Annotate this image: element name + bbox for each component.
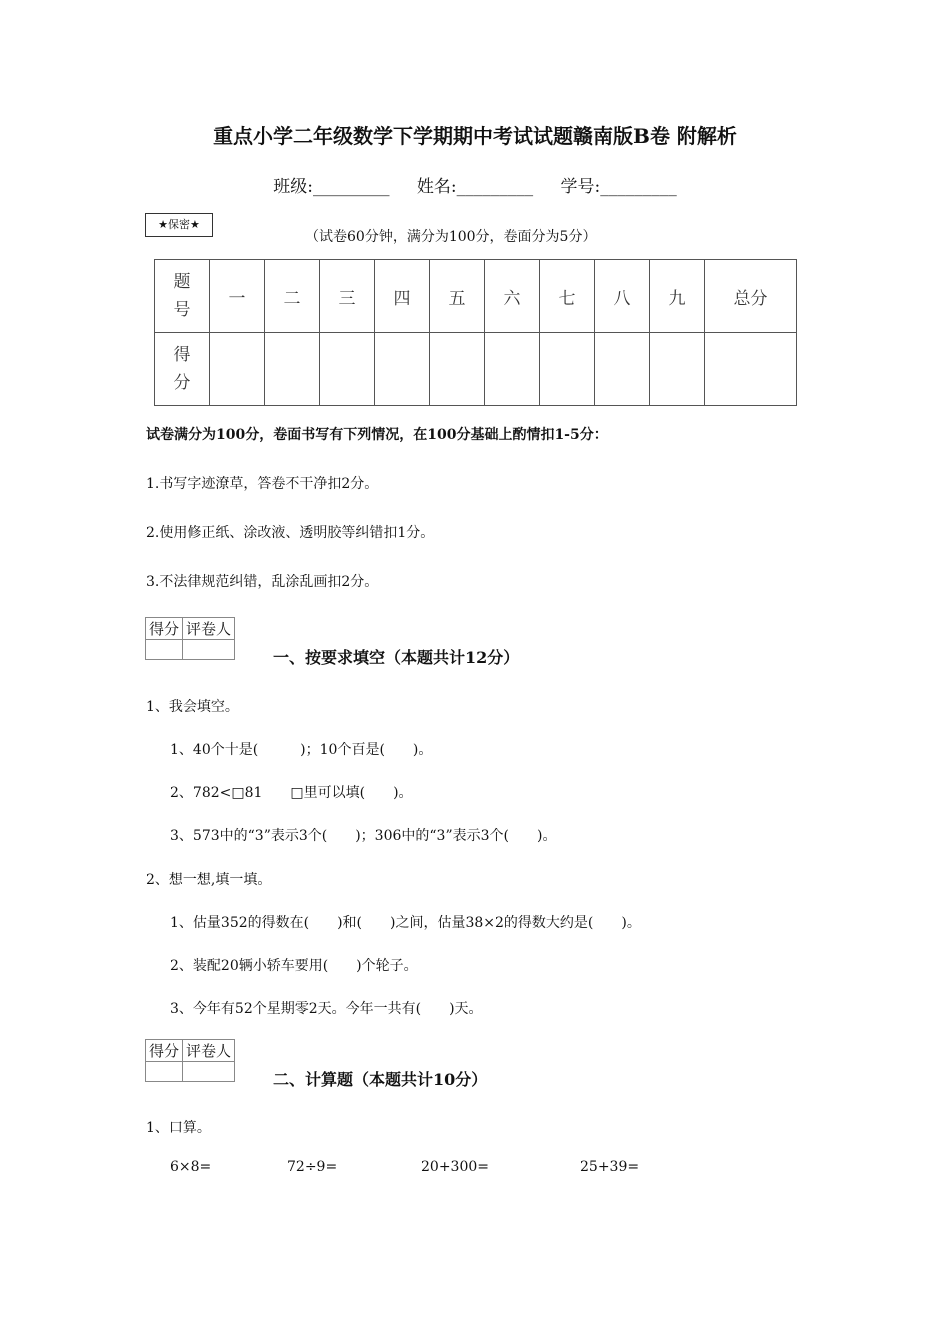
student-info <box>0 172 950 197</box>
score-cell[interactable] <box>375 333 430 406</box>
calc-item: 72÷9= <box>287 1159 338 1175</box>
column-header: 一 <box>210 260 265 333</box>
sub-question: 3、573中的“3”表示3个( )；306中的“3”表示3个( )。 <box>170 828 557 844</box>
sub-question: 1、估量352的得数在( )和( )之间，估量38×2的得数大约是( )。 <box>170 915 641 931</box>
column-header: 三 <box>320 260 375 333</box>
confidential-badge: ★保密★ <box>145 213 213 237</box>
table-row <box>155 260 797 333</box>
column-header: 八 <box>595 260 650 333</box>
score-cell[interactable] <box>540 333 595 406</box>
grader-name-label: 评卷人 <box>183 1040 235 1062</box>
column-header: 四 <box>375 260 430 333</box>
score-cell[interactable] <box>485 333 540 406</box>
exam-note: （试卷60分钟，满分为100分，卷面分为5分） <box>305 229 597 245</box>
rule-item: 1.书写字迹潦草，答卷不干净扣2分。 <box>146 476 379 492</box>
sub-question: 1、40个十是( )；10个百是( )。 <box>170 742 433 758</box>
rule-item: 2.使用修正纸、涂改液、透明胶等纠错扣1分。 <box>146 525 435 541</box>
column-header-total: 总分 <box>705 260 797 333</box>
sub-question: 2、782<□81 □里可以填( )。 <box>170 785 413 801</box>
grader-name-cell[interactable] <box>183 1062 235 1082</box>
column-header: 七 <box>540 260 595 333</box>
student-id-field[interactable]: 学号:_________ <box>560 177 677 197</box>
score-cell[interactable] <box>265 333 320 406</box>
column-header: 二 <box>265 260 320 333</box>
row-header-score: 得分 <box>155 333 210 406</box>
question-label: 2、想一想,填一填。 <box>146 872 272 888</box>
score-cell[interactable] <box>320 333 375 406</box>
calc-item: 6×8= <box>170 1159 212 1175</box>
rules-heading: 试卷满分为100分，卷面书写有下列情况，在100分基础上酌情扣1-5分： <box>146 427 608 443</box>
calc-item: 20+300= <box>421 1159 489 1175</box>
grader-score-cell[interactable] <box>146 1062 183 1082</box>
score-cell[interactable] <box>210 333 265 406</box>
score-cell[interactable] <box>430 333 485 406</box>
sub-question: 2、装配20辆小轿车要用( )个轮子。 <box>170 958 418 974</box>
column-header: 九 <box>650 260 705 333</box>
score-cell[interactable] <box>595 333 650 406</box>
row-header-question: 题号 <box>155 260 210 333</box>
question-label: 1、我会填空。 <box>146 699 239 715</box>
grader-name-label: 评卷人 <box>183 618 235 640</box>
grader-score-label: 得分 <box>146 618 183 640</box>
calc-item: 25+39= <box>580 1159 640 1175</box>
score-cell[interactable] <box>705 333 797 406</box>
grader-box <box>145 1039 235 1082</box>
column-header: 五 <box>430 260 485 333</box>
sub-question: 3、今年有52个星期零2天。今年一共有( )天。 <box>170 1001 483 1017</box>
grader-box <box>145 617 235 660</box>
section-2-title: 二、计算题（本题共计10分） <box>273 1070 488 1089</box>
grader-score-cell[interactable] <box>146 640 183 660</box>
grader-score-label: 得分 <box>146 1040 183 1062</box>
class-field[interactable]: 班级:_________ <box>273 177 390 197</box>
table-row <box>155 333 797 406</box>
page-title: 重点小学二年级数学下学期期中考试试题赣南版B卷 附解析 <box>213 124 737 148</box>
score-cell[interactable] <box>650 333 705 406</box>
section-1-title: 一、按要求填空（本题共计12分） <box>273 648 520 667</box>
question-label: 1、口算。 <box>146 1120 211 1136</box>
column-header: 六 <box>485 260 540 333</box>
grader-name-cell[interactable] <box>183 640 235 660</box>
rule-item: 3.不法律规范纠错，乱涂乱画扣2分。 <box>146 574 379 590</box>
name-field[interactable]: 姓名:_________ <box>416 177 534 197</box>
score-table <box>154 259 797 406</box>
